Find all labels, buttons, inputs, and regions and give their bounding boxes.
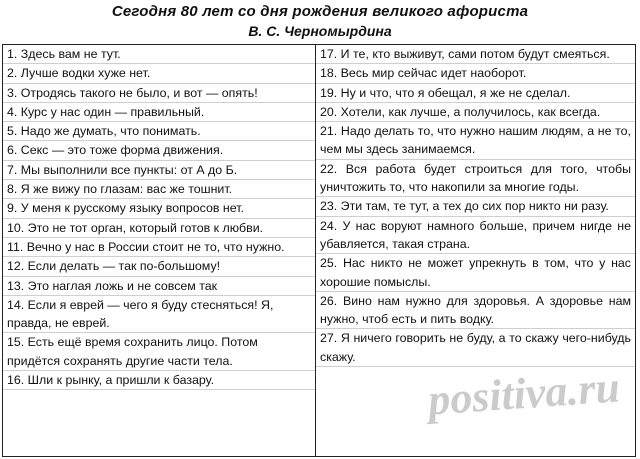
page-title: Сегодня 80 лет со дня рождения великого афориста: [111, 3, 529, 20]
list-item: 16. Шли к рынку, а пришли к базару.: [3, 371, 315, 390]
list-item: 11. Вечно у нас в России стоит не то, что нужно.: [3, 238, 315, 257]
watermark: positiva.ru: [426, 362, 622, 425]
list-item: 9. У меня к русскому языку вопросов нет.: [3, 199, 315, 218]
list-item: 18. Весь мир сейчас идет наоборот.: [316, 64, 635, 83]
aphorisms-table: [2, 44, 636, 457]
left-column: [3, 45, 316, 456]
list-item: 13. Это наглая ложь и не совсем так: [3, 277, 315, 296]
list-item: 23. Эти там, те тут, а тех до сих пор никто ни разу.: [316, 197, 635, 216]
list-item: 17. И те, кто выживут, сами потом будут смеяться.: [316, 45, 635, 64]
list-item: 3. Отродясь такого не было, и вот — опять!: [3, 84, 315, 103]
list-item: 10. Это не тот орган, который готов к любви.: [3, 219, 315, 238]
list-item: 8. Я же вижу по глазам: вас же тошнит.: [3, 180, 315, 199]
list-item: 7. Мы выполнили все пункты: от А до Б.: [3, 161, 315, 180]
list-item: 27. Я ничего говорить не буду, а то скажу чего-нибудь скажу.: [316, 329, 635, 367]
list-item: 2. Лучше водки хуже нет.: [3, 64, 315, 83]
list-item: 6. Секс — это тоже форма движения.: [3, 141, 315, 160]
list-item: 5. Надо же думать, что понимать.: [3, 122, 315, 141]
right-column: [316, 45, 635, 456]
list-item: 1. Здесь вам не тут.: [3, 45, 315, 64]
list-item: 4. Курс у нас один — правильный.: [3, 103, 315, 122]
list-item: 22. Вся работа будет строиться для того, чтобы уничтожить то, что накопили за многие годы.: [316, 160, 635, 198]
list-item: 20. Хотели, как лучше, а получилось, как всегда.: [316, 103, 635, 122]
list-item: 19. Ну и что, что я обещал, я же не сделал.: [316, 84, 635, 103]
page-subtitle: В. С. Черномырдина: [248, 23, 392, 39]
list-item: 14. Если я еврей — чего я буду стесняться! Я, правда, не еврей.: [3, 296, 315, 334]
list-item: 24. У нас воруют намного больше, причем нигде не убавляется, такая страна.: [316, 217, 635, 255]
list-item: 26. Вино нам нужно для здоровья. А здоровье нам нужно, чтоб есть и пить водку.: [316, 292, 635, 330]
list-item: 25. Нас никто не может упрекнуть в том, что у нас хорошие помыслы.: [316, 254, 635, 292]
list-item: 21. Надо делать то, что нужно нашим людям, а не то, чем мы здесь занимаемся.: [316, 122, 635, 160]
page-header: [0, 0, 640, 44]
list-item: 15. Есть ещё время сохранить лицо. Потом придётся сохранять другие части тела.: [3, 333, 315, 371]
list-item: 12. Если делать — так по-большому!: [3, 257, 315, 276]
